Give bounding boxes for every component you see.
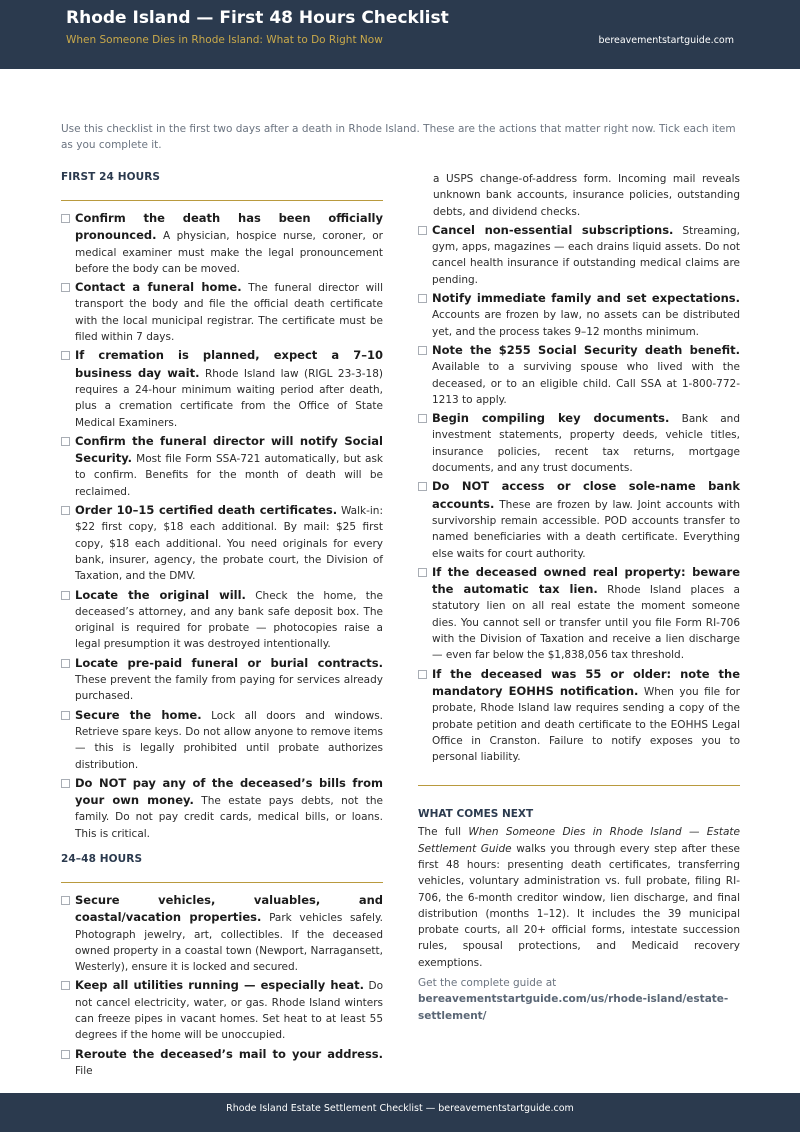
checklist-item [418, 290, 740, 340]
page-subtitle: When Someone Dies in Rhode Island: What to Do Right Now [66, 34, 383, 46]
checklist-item [61, 977, 383, 1043]
checklist-item [418, 666, 740, 766]
page-header [0, 0, 800, 69]
right-column [418, 171, 740, 1024]
item-title: Reroute the deceased’s mail to your address. [75, 1046, 383, 1061]
item-title: Notify immediate family and set expectations. [432, 291, 740, 306]
checklist-item [418, 410, 740, 476]
item-text: Available to a surviving spouse who lived with the deceased, or to an eligible child. Call SSA at 1-800-772-1213 to apply. [432, 361, 740, 406]
item-title: Do NOT access or close sole-name bank accounts. [432, 479, 740, 511]
item-text: Do not cancel electricity, water, or gas. Rhode Island winters can freeze pipes in vacant homes. Set heat to at least 55 degrees if the home will be unoccupied. [75, 980, 383, 1042]
checkbox[interactable] [61, 711, 70, 720]
checklist-item [61, 433, 383, 500]
item-title: Secure the home. [75, 707, 202, 722]
left-column [61, 171, 383, 1081]
checklist-item [61, 775, 383, 842]
checkbox[interactable] [61, 896, 70, 905]
section-divider [61, 200, 383, 201]
checkbox[interactable] [61, 659, 70, 668]
item-title: If cremation is planned, expect a 7–10 business day wait. [75, 348, 383, 380]
page-title: Rhode Island — First 48 Hours Checklist [66, 8, 449, 28]
item-title: Begin compiling key documents. [432, 411, 670, 426]
item-continuation: a USPS change-of-address form. Incoming mail reveals unknown bank accounts, insurance policies, outstanding debts, and dividend checks. [433, 173, 740, 218]
item-text: Bank and investment statements, property deeds, vehicle titles, insurance policies, recent tax returns, mortgage documents, and any trust documents. [432, 413, 740, 475]
item-title: Keep all utilities running — especially heat. [75, 978, 364, 993]
checkbox[interactable] [61, 437, 70, 446]
item-title: Order 10–15 certified death certificates. [75, 503, 338, 518]
item-title: If the deceased owned real property: beware the automatic tax lien. [432, 564, 740, 597]
item-text: The funeral director will transport the body and file the official death certificate with the local municipal registrar. The certificate must be filed within 7 days. [75, 282, 383, 344]
checkbox[interactable] [418, 482, 427, 491]
item-text: A physician, hospice nurse, coroner, or medical examiner must make the legal pronouncement before the body can be moved. [75, 230, 383, 275]
item-title: Locate pre-paid funeral or burial contracts. [75, 655, 383, 670]
checkbox[interactable] [61, 981, 70, 990]
checkbox[interactable] [418, 226, 427, 235]
cta-text: Get the complete guide at [418, 977, 557, 990]
section-divider [418, 785, 740, 786]
checklist-item [61, 707, 383, 773]
item-text: These prevent the family from paying for services already purchased. [75, 674, 383, 703]
checkbox[interactable] [61, 591, 70, 600]
checkbox[interactable] [61, 214, 70, 223]
header-site-link[interactable]: bereavementstartguide.com [598, 35, 734, 46]
checkbox[interactable] [418, 568, 427, 577]
checkbox[interactable] [418, 294, 427, 303]
checkbox[interactable] [61, 1050, 70, 1059]
item-text: When you file for probate, Rhode Island law requires sending a copy of the probate petition and death certificate to the EOHHS Legal Office in Cranston. Failure to notify exposes you to personal liability. [432, 685, 740, 764]
item-text: Walk-in: $22 first copy, $18 each additional. By mail: $25 first copy, $18 each additional. You need originals for every bank, insurer, agency, the probate court, the Division of Taxation, and the DMV. [75, 505, 383, 583]
checklist-item [61, 587, 383, 653]
checklist-item [61, 1046, 383, 1080]
checkbox[interactable] [418, 670, 427, 679]
checklist-item [418, 342, 740, 408]
checkbox[interactable] [61, 283, 70, 292]
item-text: Check the home, the deceased’s attorney, and any bank safe deposit box. The original is required for probate — photocopies raise a legal presumption it was destroyed intentionally. [75, 589, 383, 651]
checklist-item [418, 478, 740, 561]
next-lead: The full [418, 826, 462, 839]
section-heading-24-48: 24–48 HOURS [61, 852, 143, 865]
item-title: If the deceased was 55 or older: note the mandatory EOHHS notification. [432, 666, 740, 698]
checklist-item [61, 892, 383, 975]
item-text: Accounts are frozen by law, no assets can be distributed yet, and the process takes 9–12 months minimum. [432, 309, 740, 338]
checkbox[interactable] [418, 346, 427, 355]
checklist-item [61, 655, 383, 705]
item-title: Locate the original will. [75, 587, 246, 602]
checkbox[interactable] [61, 779, 70, 788]
item-text: Rhode Island law (RIGL 23-3-18) requires a 24-hour minimum waiting period after death, plus a cremation certificate from the Office of State Medical Examiners. [75, 367, 383, 429]
item-title: Confirm the funeral director will notify Social Security. [75, 433, 383, 466]
item-text: Streaming, gym, apps, magazines — each drains liquid assets. Do not cancel health insurance if outstanding medical claims are pending. [432, 224, 740, 286]
checklist-item [418, 564, 740, 664]
guide-title: When Someone Dies in Rhode Island — Estate Settlement Guide [418, 826, 740, 855]
checkbox[interactable] [418, 414, 427, 423]
item-text: The estate pays debts, not the family. Do not pay credit cards, medical bills, or loans. This is critical. [75, 795, 383, 840]
checkbox[interactable] [61, 351, 70, 360]
item-title: Contact a funeral home. [75, 280, 242, 295]
item-text: Park vehicles safely. Photograph jewelry, art, collectibles. If the deceased owned property in a coastal town (Newport, Narragansett, Westerly), ensure it is locked and secured. [75, 912, 383, 974]
page-footer [0, 1093, 800, 1132]
what-comes-next-body [418, 824, 740, 971]
checkbox[interactable] [61, 506, 70, 515]
item-title: Note the $255 Social Security death benefit. [432, 342, 740, 357]
intro-text: Use this checklist in the first two days after a death in Rhode Island. These are the actions that matter right now. Tick each item as you complete it. [61, 123, 736, 151]
next-body-text: walks you through every step after these first 48 hours: presenting death certificates, transferring vehicles, voluntary administration vs. full probate, filing RI-706, the 6-month creditor window, lien discharge, and final distribution (months 1–12). It includes the 39 municipal probate courts, all 20+ official forms, intestate succession rules, spousal protections, and Medicaid recovery exemptions. [418, 842, 741, 969]
checklist-item [61, 347, 383, 430]
guide-link[interactable]: bereavementstartguide.com/us/rhode-island/estate-settlement/ [418, 993, 729, 1022]
item-title: Do NOT pay any of the deceased’s bills from your own money. [75, 775, 383, 808]
item-title: Secure vehicles, valuables, and coastal/vacation properties. [75, 892, 383, 925]
checklist-item [61, 210, 383, 277]
footer-text: Rhode Island Estate Settlement Checklist — bereavementstartguide.com [226, 1103, 574, 1114]
item-title: Confirm the death has been officially pronounced. [75, 211, 383, 243]
item-text: Rhode Island places a statutory lien on all real estate the moment someone dies. You cannot sell or transfer until you file Form RI-706 with the Division of Taxation and receive a lien discharge — even far below the $1,838,056 tax threshold. [432, 584, 740, 662]
item-text: File [75, 1064, 93, 1077]
section-divider [61, 882, 383, 883]
item-title: Cancel non-essential subscriptions. [432, 222, 674, 237]
checklist-item [61, 502, 383, 584]
checklist-item [418, 222, 740, 288]
section-heading-first-24: FIRST 24 HOURS [61, 171, 161, 183]
checklist-item [61, 279, 383, 345]
item-text: These are frozen by law. Joint accounts with survivorship remain accessible. POD accounts transfer to named beneficiaries with a death certificate. Everything else waits for court authority. [432, 498, 740, 560]
item-text: Most file Form SSA-721 automatically, but ask to confirm. Benefits for the month of death will be reclaimed. [75, 453, 384, 498]
item-text: Lock all doors and windows. Retrieve spare keys. Do not allow anyone to remove items — this is legally prohibited until probate authorizes distribution. [75, 709, 383, 771]
what-comes-next-heading: WHAT COMES NEXT [418, 808, 534, 821]
